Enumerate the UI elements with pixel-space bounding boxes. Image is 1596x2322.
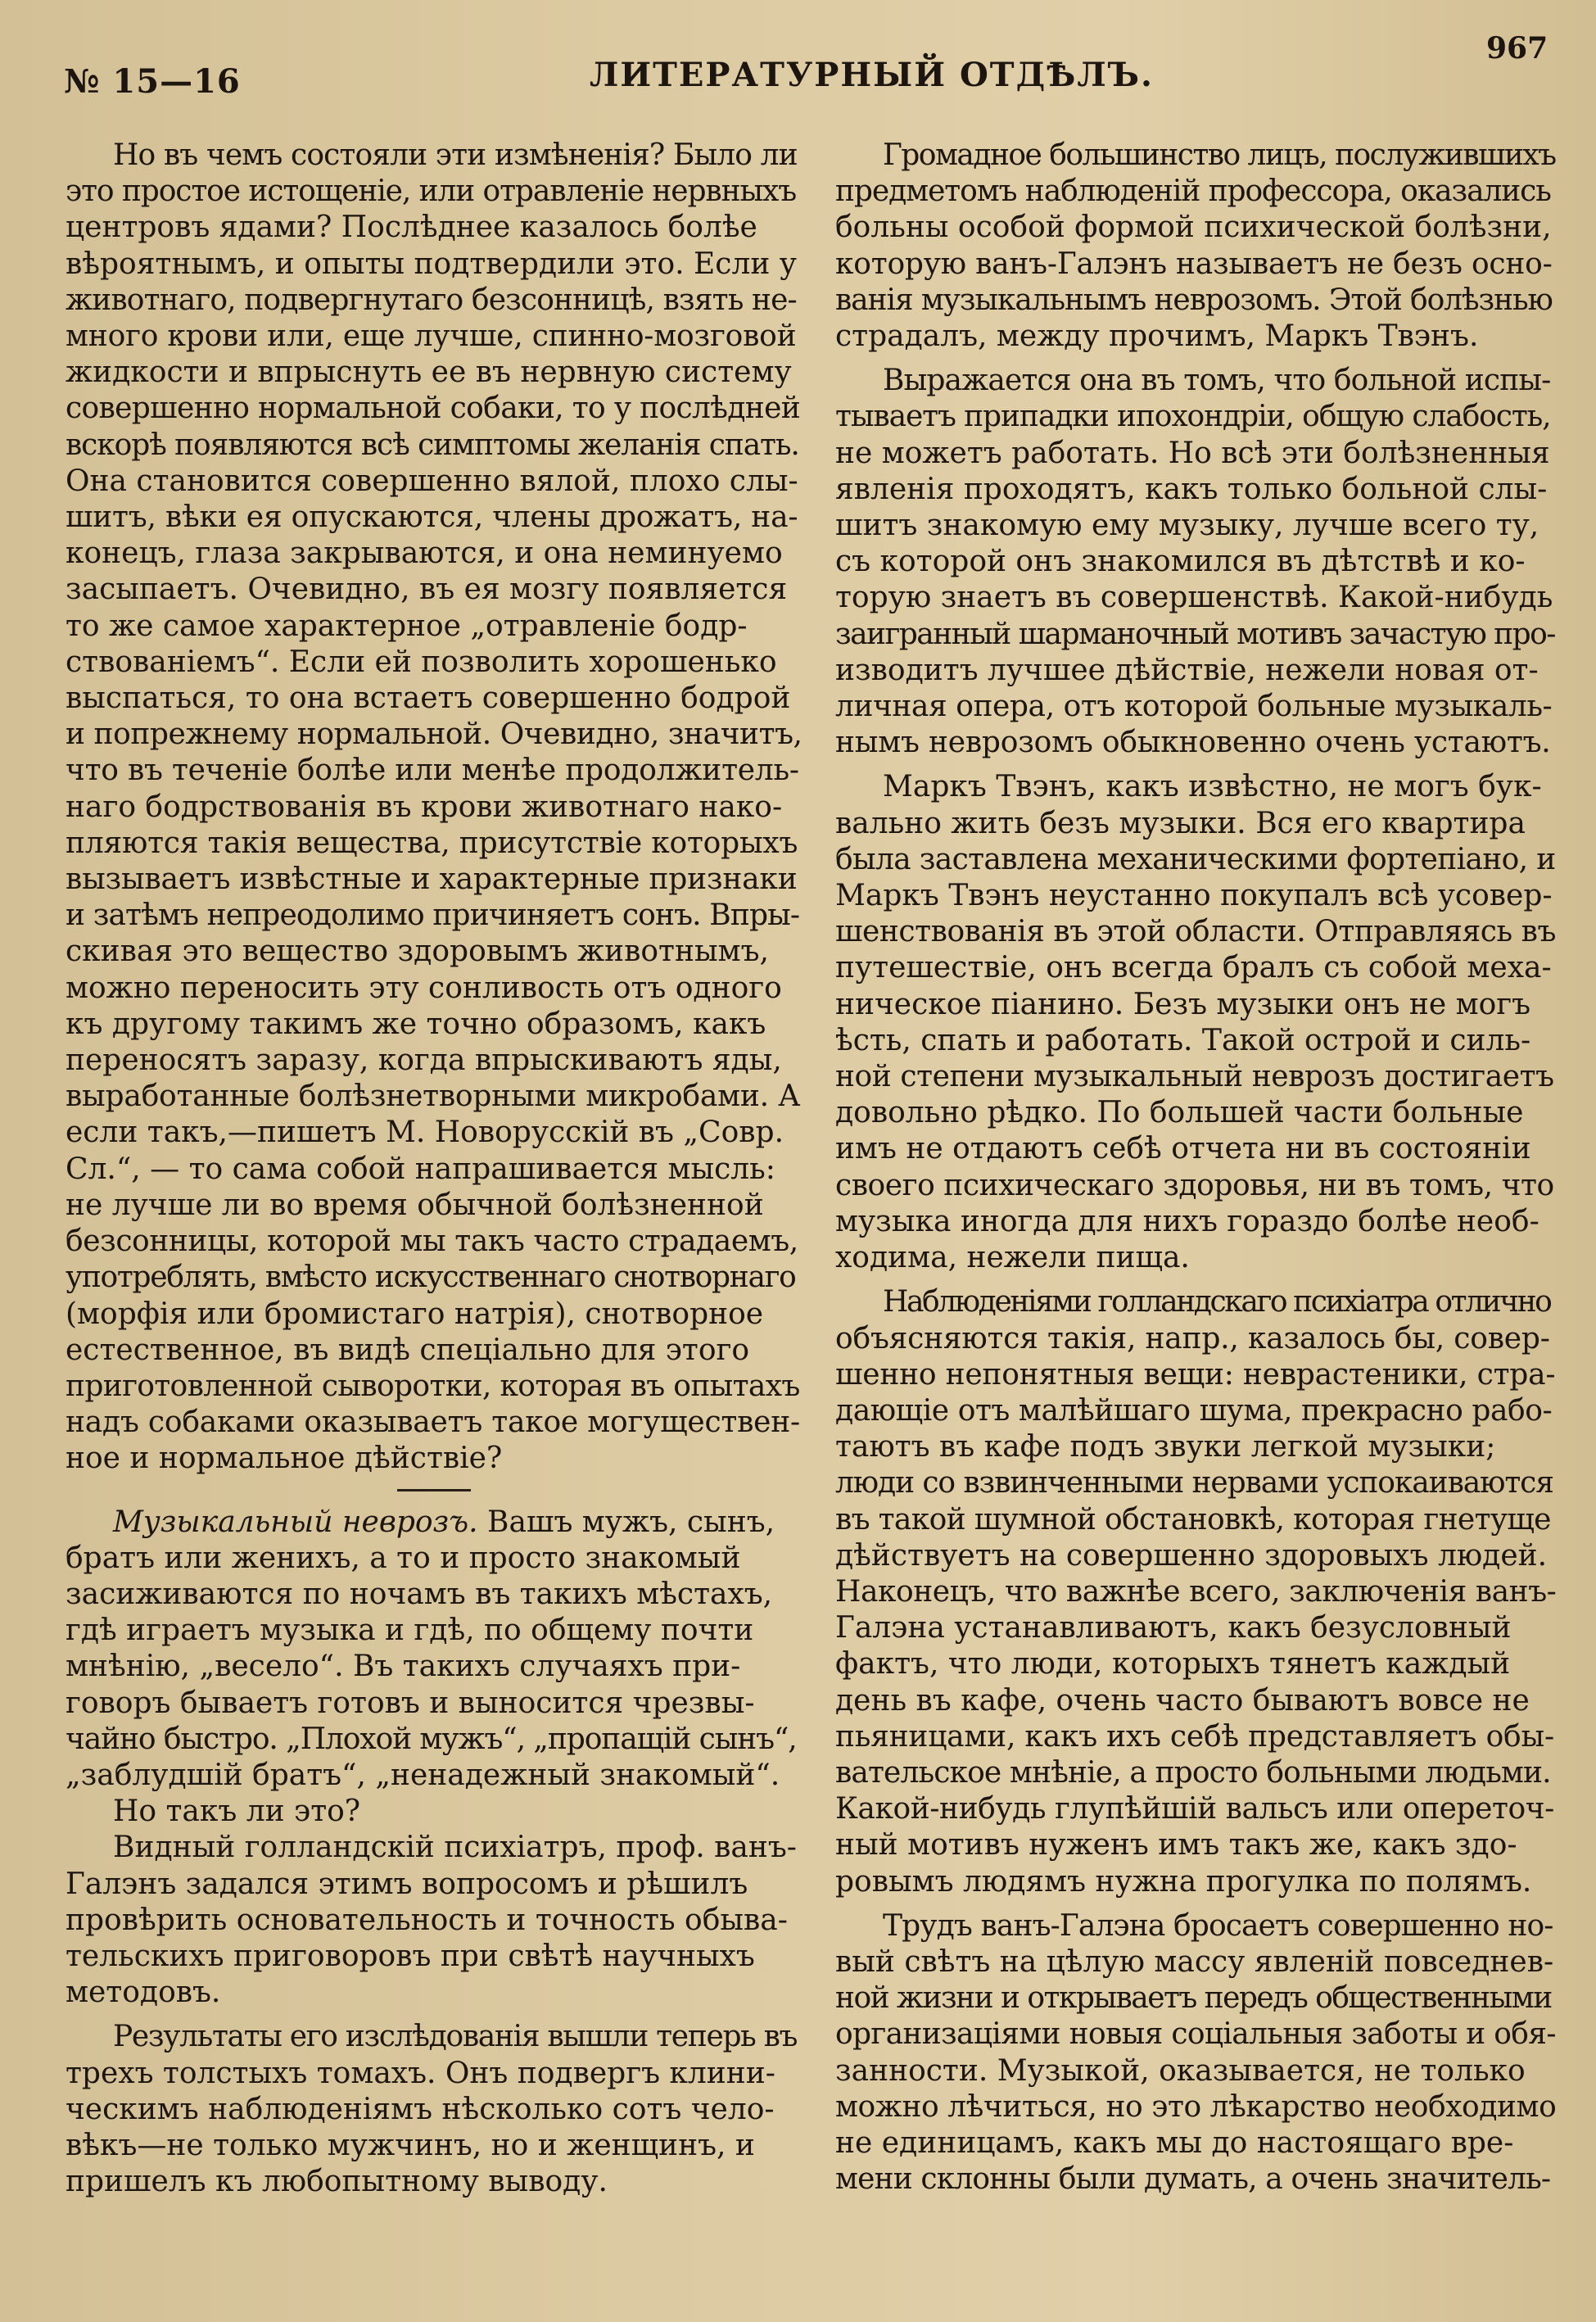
text-line: пляются такія вещества, присутствіе которыхъ [66,826,798,860]
section-title: ЛИТЕРАТУРНЫЙ ОТДѢЛЪ. [590,56,1154,94]
text-line: шенно непонятныя вещи: неврастеники, стра- [835,1357,1556,1392]
paragraph [66,1830,803,2011]
text-line: дающіе отъ малѣйшаго шума, прекрасно рабо- [835,1393,1553,1428]
spacer [66,2011,803,2019]
text-line: ническое піанино. Безъ музыки онъ не могъ [835,987,1531,1021]
paragraph [66,1505,803,1795]
page-number: 967 [1486,31,1549,66]
text-line: больны особой формой психической болѣзни, [835,210,1552,245]
section-heading: Музыкальный неврозъ. [113,1505,478,1539]
text-line: шитъ, вѣки ея опускаются, члены дрожатъ, на- [66,500,798,535]
text-line: ванія музыкальнымъ неврозомъ. Этой болѣзнью [835,283,1553,317]
text-line: что въ теченіе болѣе или менѣе продолжитель- [66,754,799,788]
text-line: ческимъ наблюденіямъ нѣсколько сотъ чело- [66,2092,775,2126]
paragraph [835,1908,1556,2198]
text-line: можно переносить эту сонливость отъ одного [66,971,782,1005]
text-line: фактъ, что люди, которыхъ тянетъ каждый [835,1647,1511,1682]
text-line: засыпаетъ. Очевидно, въ ея мозгу появляется [66,573,788,607]
text-line: предметомъ наблюденій профессора, оказались [835,174,1551,209]
text-line: чайно быстро. „Плохой мужъ“, „пропащій сынъ“, [66,1722,797,1756]
text-line: ной жизни и открываетъ передъ общественными [835,1981,1552,2016]
text-line: переносятъ заразу, когда впрыскиваютъ яды, [66,1043,782,1078]
divider-rule [397,1489,471,1491]
text-line: ходима, нежели пища. [835,1241,1190,1275]
text-line: животнаго, подвергнутаго безсонницѣ, взять не- [66,283,797,317]
paragraph [835,769,1556,1276]
text-line: не можетъ работать. Но всѣ эти болѣзненныя [835,436,1550,470]
text-line: своего психическаго здоровья, ни въ томъ, что [835,1168,1554,1202]
text-line: употреблять, вмѣсто искусственнаго снотворнаго [66,1261,796,1295]
text-line: вый свѣтъ на цѣлую массу явленій повседнев- [835,1944,1554,1979]
text-line: и затѣмъ непреодолимо причиняетъ сонъ. Впры- [66,898,800,933]
text-line: надъ собаками оказываетъ такое могуществен- [66,1405,801,1440]
text-line: Какой-нибудь глупѣйшій вальсъ или опереточ- [835,1792,1554,1826]
text-line: шенствованія въ этой области. Отправляясь въ [835,915,1556,949]
text-line: въ такой шумной обстановкѣ, которая гнетуще [835,1502,1551,1537]
text-line: наго бодрствованія въ крови животнаго нако- [66,790,783,824]
page-header [0,0,1596,131]
text-line: путешествіе, онъ всегда бралъ съ собой меха- [835,951,1552,985]
text-line: довольно рѣдко. По большей части больные [835,1096,1524,1130]
text-line: къ другому такимъ же точно образомъ, какъ [66,1007,766,1041]
text-line: ровымъ людямъ нужна прогулка по полямъ. [835,1864,1532,1899]
text-line: личная опера, отъ которой больные музыкаль- [835,690,1553,724]
text-line: заигранный шарманочный мотивъ зачастую про- [835,617,1555,651]
text-line: много крови или, еще лучше, спинно-мозговой [66,319,797,354]
text-line: вѣроятнымъ, и опыты подтвердили это. Если у [66,247,797,281]
text-line: вскорѣ появляются всѣ симптомы желанія спать. [66,428,799,462]
spacer [835,1900,1556,1908]
text-line: ный мотивъ нуженъ имъ такъ же, какъ здо- [835,1828,1517,1863]
text-line: вально жить безъ музыки. Вся его квартира [835,806,1526,840]
text-line: имъ не отдаютъ себѣ отчета ни въ состояніи [835,1132,1531,1166]
text-line: (морфія или бромистаго натрія), снотворное [66,1297,764,1331]
text-line: ствованіемъ“. Если ей позволить хорошенько [66,645,777,679]
paragraph-body [66,1541,803,1794]
text-line: и попрежнему нормальной. Очевидно, значитъ, [66,717,803,752]
text-line: провѣрить основательность и точность обыва- [66,1903,788,1937]
text-line: мнѣнію, „весело“. Въ такихъ случаяхъ при- [66,1650,741,1684]
text-line: говоръ бываетъ готовъ и выносится чрезвы- [66,1686,755,1720]
text-line: трехъ толстыхъ томахъ. Онъ подвергъ клини- [66,2056,775,2090]
text-line: скивая это вещество здоровымъ животнымъ, [66,935,769,969]
text-line: ное и нормальное дѣйствіе? [66,1442,503,1476]
paragraph [66,2019,803,2200]
text-line: вызываетъ извѣстные и характерные признаки [66,862,798,897]
text-line: организаціями новыя соціальныя заботы и обя- [835,2017,1556,2052]
right-column [835,138,1556,2198]
text-line: Громадное большинство лицъ, послужившихъ [883,138,1556,172]
text-line: Галэнъ задался этимъ вопросомъ и рѣшилъ [66,1867,748,1901]
text-line: явленія проходятъ, какъ только больной слы- [835,472,1548,506]
spacer [835,355,1556,363]
text-span: Вашъ мужъ, сынъ, [477,1505,775,1539]
text-line: Галэна устанавливаютъ, какъ безусловный [835,1611,1512,1645]
text-line: не единицамъ, какъ мы до настоящаго вре- [835,2125,1514,2160]
text-line: Наблюденіями голландскаго психіатра отлично [883,1285,1551,1319]
text-line: то же самое характерное „отравленіе бодр- [66,609,748,643]
paragraph [66,138,803,1478]
text-line: таютъ въ кафе подъ звуки легкой музыки; [835,1430,1496,1464]
paragraph [835,1284,1556,1899]
text-line: была заставлена механическими фортепіано, и [835,842,1556,876]
text-line: можно лѣчиться, но это лѣкарство необходимо [835,2089,1556,2124]
text-line: дѣйствуетъ на совершенно здоровыхъ людей. [835,1538,1548,1573]
text-line: гдѣ играетъ музыка и гдѣ, по общему почти [66,1614,754,1648]
text-line: Маркъ Твэнъ неустанно покупалъ всѣ усовер- [835,879,1553,913]
text-line: Наконецъ, что важнѣе всего, заключенія ванъ- [835,1574,1556,1609]
text-line: методовъ. [66,1976,221,2010]
text-line: естественное, въ видѣ спеціально для этого [66,1333,750,1367]
text-line: засиживаются по ночамъ въ такихъ мѣстахъ, [66,1577,773,1611]
text-line: мени склонны были думать, а очень значитель- [835,2162,1551,2197]
text-line: тельскихъ приговоровъ при свѣтѣ научныхъ [66,1939,755,1973]
text-line: безсонницы, которой мы такъ часто страдаемъ, [66,1224,798,1259]
paragraph [835,138,1556,355]
text-line: ѣсть, спать и работать. Такой острой и силь- [835,1023,1531,1057]
text-line: это простое истощеніе, или отравленіе нервныхъ [66,174,797,209]
text-line [66,1505,803,1541]
spacer [835,1276,1556,1284]
text-line: объясняются такія, напр., казалось бы, совер- [835,1321,1550,1356]
text-line: центровъ ядами? Послѣднее казалось болѣе [66,210,757,245]
text-line: жидкости и впрыснуть ее въ нервную систему [66,355,792,390]
text-line: шитъ знакомую ему музыку, лучше всего ту, [835,509,1539,543]
text-line: „заблудшій братъ“, „ненадежный знакомый“. [66,1758,780,1792]
text-line: пьяницами, какъ ихъ себѣ представляетъ обы- [835,1719,1554,1754]
text-line: вательское мнѣніе, а просто больными людьми. [835,1755,1551,1790]
text-line: Но такъ ли это? [113,1795,361,1829]
text-line: Сл.“, — то сама собой напрашивается мысль: [66,1152,775,1186]
text-line: день въ кафе, очень часто бываютъ вовсе не [835,1683,1530,1718]
text-line: которую ванъ-Галэнъ называетъ не безъ осно- [835,247,1553,281]
text-line: торую знаетъ въ совершенствѣ. Какой-нибудь [835,581,1553,615]
text-line: Результаты его изслѣдованія вышли теперь въ [113,2020,798,2054]
text-line: Но въ чемъ состояли эти измѣненія? Было ли [113,138,798,172]
text-line: изводитъ лучшее дѣйствіе, нежели новая от- [835,653,1539,687]
text-line: если такъ,—пишетъ М. Новорусскій въ „Совр. [66,1116,784,1150]
text-line: Трудъ ванъ-Галэна бросаетъ совершенно но- [883,1908,1553,1943]
spacer [835,761,1556,769]
text-line: братъ или женихъ, а то и просто знакомый [66,1541,741,1575]
text-line: выспаться, то она встаетъ совершенно бодрой [66,681,791,716]
text-line: люди со взвинченными нервами успокаиваются [835,1466,1553,1500]
text-line: съ которой онъ знакомился въ дѣтствѣ и ко- [835,545,1526,579]
text-line: тываетъ припадки ипохондріи, общую слабость, [835,400,1551,434]
text-line: занности. Музыкой, оказывается, не только [835,2053,1526,2088]
text-line: конецъ, глаза закрываются, и она неминуемо [66,536,783,571]
text-line: приготовленной сыворотки, которая въ опытахъ [66,1369,800,1403]
text-line: нымъ неврозомъ обыкновенно очень устаютъ. [835,726,1551,760]
text-line: не лучше ли во время обычной болѣзненной [66,1188,764,1222]
text-line: страдалъ, между прочимъ, Маркъ Твэнъ. [835,319,1479,354]
text-line: выработанные болѣзнетворными микробами. А [66,1080,801,1114]
text-line: вѣкъ—не только мужчинъ, но и женщинъ, и [66,2128,755,2162]
left-column [66,138,803,2200]
text-line: совершенно нормальной собаки, то у послѣдней [66,392,801,426]
text-line: Выражается она въ томъ, что больной испы- [883,364,1551,398]
text-line: Видный голландскій психіатръ, проф. ванъ- [113,1831,797,1865]
text-line: пришелъ къ любопытному выводу. [66,2165,608,2199]
text-line: музыка иногда для нихъ гораздо болѣе необ- [835,1204,1539,1238]
text-line: Она становится совершенно вялой, плохо слы- [66,464,798,498]
paragraph [835,363,1556,761]
issue-number: № 15—16 [64,62,241,101]
text-line: Маркъ Твэнъ, какъ извѣстно, не могъ бук- [883,770,1542,804]
text-line: ной степени музыкальный неврозъ достигаетъ [835,1060,1554,1094]
